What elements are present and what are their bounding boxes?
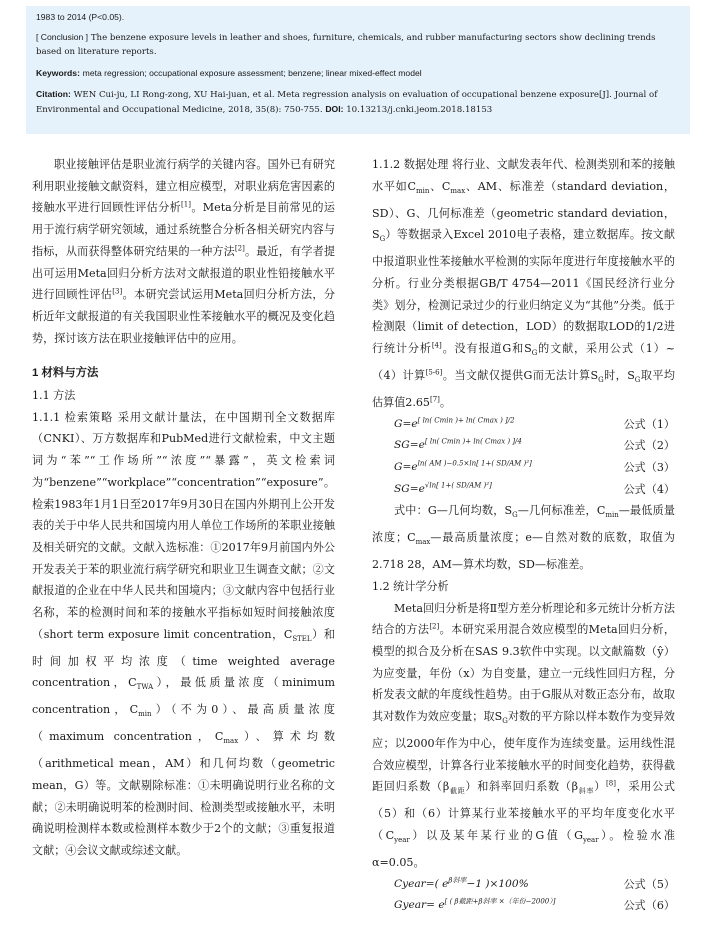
formula-3 xyxy=(372,457,675,479)
citation-label: Citation: xyxy=(36,88,71,99)
intro-text-b: 。Meta分析是目前常见的运用于流行病学研究领域，通过系统整合分析各相关研究内容与指标，从而获得整体研究结果的一种方法 xyxy=(32,201,335,258)
legend-text-c: —最低质量浓度；C xyxy=(372,504,675,545)
ref-4: [4] xyxy=(431,341,442,350)
statistics-paragraph xyxy=(372,598,675,874)
formula-6-exponent: [ ( β截距+β斜率 ×（年份−2000）] xyxy=(444,897,556,906)
stat-text-b: 。本研究采用混合效应模型的Meta回归分析，模型的拟合及分析在SAS 9.3软件中实现。以文献篇数（ŷ）为应变量，年份（x）为自变量，建立一元线性回归方程，分析发表文献的年度线性趋势。由于G服从对数正态分布，故取其对数作为效应变量；取S xyxy=(372,623,675,724)
data-processing-paragraph xyxy=(372,154,675,414)
formula-1-expr xyxy=(394,414,515,436)
formula-5-tail: −1 )×100% xyxy=(466,877,529,890)
dp-sub-max: max xyxy=(450,186,466,195)
keywords-label: Keywords: xyxy=(36,67,80,78)
formula-4 xyxy=(372,479,675,501)
search-text-a: 采用文献计量法，在中国期刊全文数据库（CNKI）、万方数据库和PubMed进行文献检索，中文主题词为“苯”“工作场所”“浓度”“暴露”，英文检索词为“benzene”“workplace”“concentration”“exposure”。检索1983年1月1日至2017年9月30日在国内外期刊上公开发表的关于中华人民共和国境内用人单位工作场所的苯职业接触及相关研究的文献。文献入选标准：①2017年9月前国内外公开发表关于苯的职业流行病学研究和职业卫生调查文献；②文献报道的企业在中华人民共和国境内；③文献内容中包括行业名称，苯的检测时间和苯的接触水平指标如短时间接触浓度（short term exposure limit concentration，C xyxy=(32,410,335,641)
doi-label: DOI: xyxy=(325,104,344,115)
search-text-c: ），最低质量浓度（minimum concentration，C xyxy=(32,676,335,717)
legend-text-d: —最高质量浓度；e—自然对数的底数，取值为2.718 28，AM—算术均数，SD—标准差。 xyxy=(372,531,675,572)
stat-sub-intercept: 截距 xyxy=(449,787,466,796)
ref-5-6: [5-6] xyxy=(425,368,443,377)
ref-3: [3] xyxy=(112,287,123,296)
ref-7: [7] xyxy=(429,395,440,404)
intro-paragraph xyxy=(32,154,335,349)
formula-2-base: SG=e xyxy=(394,439,425,452)
search-strategy-paragraph xyxy=(32,407,335,862)
formula-6-base: Gyear= e xyxy=(394,899,445,912)
formula-5-exponent: β斜率 xyxy=(448,876,467,885)
search-text-d: ）（不为0）、最高质量浓度（maximum concentration，C xyxy=(32,703,335,744)
dp-text-h: 时，S xyxy=(603,368,635,382)
formula-6 xyxy=(372,895,675,917)
formula-4-expr xyxy=(394,479,492,501)
conclusion-text: The benzene exposure levels in leather and shoes, furniture, chemicals, and rubber manufacturing sectors show declining trends based on literature reports. xyxy=(36,33,656,58)
ref-2b: [2] xyxy=(429,622,440,631)
dp-text-d: ）等数据录入Excel 2010电子表格，建立数据库。按文献中报道职业性苯接触水平检测的实际年度进行年度接触水平的分析。行业分类根据GB/T 4754—2011《国民经济行业分类》划分，检测记录过少的行业归纳定义为“其他”分类。低于检测限（limit of detection，LOD）的数据取LOD的1/2进行统计分析 xyxy=(372,228,675,356)
doi-text: 10.13213/j.cnki.jeom.2018.18153 xyxy=(346,105,493,116)
stat-sub-year2: year xyxy=(582,836,599,845)
citation-text: WEN Cui-ju, LI Rong-zong, XU Hai-juan, et al. Meta regression analysis on evaluation of occupational benzene exposure[J]. Journal of Environmental and Occupational Medicine, 2018, 35(8): 750-755. xyxy=(36,89,658,116)
abstract-keywords xyxy=(36,66,676,81)
formula-3-label: 公式（3） xyxy=(623,460,675,474)
formula-6-expr xyxy=(394,895,556,917)
stat-text-f: ，采用公式（5）和（6）计算某行业苯接触水平的平均年度变化水平（C xyxy=(372,780,675,843)
formula-1-base: G=e xyxy=(394,417,418,430)
formula-1 xyxy=(372,414,675,436)
left-column xyxy=(32,154,335,862)
legend-sub-min: min xyxy=(605,511,619,520)
dp-sub-g: G xyxy=(379,235,386,244)
abstract-conclusion xyxy=(36,30,676,59)
formula-2-expr xyxy=(394,435,522,457)
sub-twa: TWA xyxy=(136,683,154,692)
dp-sub-min: min xyxy=(415,186,430,195)
subsection-heading-1-1-2: 1.1.2 数据处理 xyxy=(372,158,449,171)
stat-sub-g: G xyxy=(502,717,508,726)
stat-text-e: ） xyxy=(594,780,607,794)
abstract-box xyxy=(26,6,690,134)
formula-6-label: 公式（6） xyxy=(623,899,675,913)
dp-text-a: 将行业、文献发表年代、检测类别和苯的接触水平如C xyxy=(372,158,675,193)
dp-sub-g2: G xyxy=(531,349,538,358)
formula-4-exponent: √ln[ 1+( SD/AM )²] xyxy=(424,481,492,490)
formula-3-exponent: ln( AM )−0.5×ln[ 1+( SD/AM )²] xyxy=(417,459,532,468)
dp-text-f: 的文献，采用公式（1）~（4）计算 xyxy=(372,342,675,382)
intro-text-a: 职业接触评估是职业流行病学的关键内容。国外已有研究利用职业接触文献资料，建立相应模型，对职业病危害因素的接触水平进行回顾性评估分析 xyxy=(32,158,335,215)
legend-text-b: —几何标准差，C xyxy=(517,504,606,518)
formula-3-base: G=e xyxy=(394,460,418,473)
sub-max: max xyxy=(223,737,239,746)
stat-text-c: 对数的平方除以样本数作为变异效应；以2000年作为中心，使年度作为连续变量。运用线性混合效应模型，计算各行业苯接触水平的时间变化趋势，获得截距回归系数（β xyxy=(372,710,675,794)
section-heading-1-2: 1.2 统计学分析 xyxy=(372,579,449,593)
dp-text-g: 。当文献仅提供G而无法计算S xyxy=(442,368,599,382)
ref-8: [8] xyxy=(606,779,616,788)
formula-1-exponent: [ ln( Cmin )+ ln( Cmax ) ]/2 xyxy=(417,416,515,425)
formula-2 xyxy=(372,435,675,457)
stat-sub-slope: 斜率 xyxy=(578,787,595,796)
formula-5-label: 公式（5） xyxy=(623,877,675,891)
stat-text-g: ）以及某年某行业的G值（G xyxy=(409,829,583,843)
abstract-citation xyxy=(36,87,676,117)
legend-sub-max: max xyxy=(415,538,431,547)
dp-text-b: 、C xyxy=(429,179,451,193)
dp-text-e: 。没有报道G和S xyxy=(441,342,532,356)
formula-5-expr xyxy=(394,874,529,896)
formula-legend xyxy=(372,500,675,576)
dp-text-j: 。 xyxy=(439,395,452,409)
stat-text-h: ）。检验水准α=0.05。 xyxy=(372,829,675,869)
stat-text-d: ）和斜率回归系数（β xyxy=(465,780,579,794)
formula-5-base: Cyear=( e xyxy=(394,877,449,890)
formula-5 xyxy=(372,874,675,896)
stat-text-a: Meta回归分析是将Ⅱ型方差分析理论和多元统计分析方法结合的方法 xyxy=(372,601,675,637)
intro-text-c: 。最近，有学者提出可运用Meta回归分析方法对文献报道的职业性铅接触水平进行回顾性评估 xyxy=(32,244,335,302)
subsection-heading-1-1-1: 1.1.1 检索策略 xyxy=(32,410,114,424)
ref-1: [1] xyxy=(181,200,191,209)
keywords-text: meta regression; occupational exposure assessment; benzene; linear mixed-effect model xyxy=(82,67,422,78)
formula-1-label: 公式（1） xyxy=(623,417,675,431)
dp-text-i: 取平均估算值2.65 xyxy=(372,368,675,409)
formula-2-exponent: [ ln( Cmin )+ ln( Cmax ) ]/4 xyxy=(424,437,522,446)
dp-sub-g3: G xyxy=(598,376,604,385)
right-column xyxy=(372,154,675,917)
dp-sub-g4: G xyxy=(634,376,641,385)
formula-3-expr xyxy=(394,457,532,479)
legend-sub-g: G xyxy=(512,511,518,520)
conclusion-label: [ Conclusion ] xyxy=(36,32,89,43)
abstract-result-tail: 1983 to 2014 (P<0.05). xyxy=(36,12,125,22)
stat-sub-year: year xyxy=(394,836,410,845)
formula-4-base: SG=e xyxy=(394,482,425,495)
section-heading-1-1: 1.1 方法 xyxy=(32,389,76,403)
search-text-e: ）、算术均数（arithmetical mean，AM）和几何均数（geometric mean，G）等。文献剔除标准：①未明确说明行业名称的文献；②未明确说明苯的检测时间、检测类型或接触水平，未明确说明检测样本数或检测样本数少于2个的文献；③重复报道文献；④会议文献或综述文献。 xyxy=(32,730,336,857)
search-text-b: ）和时间加权平均浓度（time weighted average concentration，C xyxy=(32,627,335,690)
legend-text-a: 式中：G—几何均数，S xyxy=(394,504,513,518)
formula-4-label: 公式（4） xyxy=(623,482,675,496)
ref-2: [2] xyxy=(234,244,245,253)
section-heading-1: 1 材料与方法 xyxy=(32,367,99,380)
sub-min: min xyxy=(138,710,152,719)
dp-text-c: 、AM、标准差（standard deviation，SD）、G、几何标准差（geometric standard deviation，S xyxy=(372,179,675,242)
intro-text-d: 。本研究尝试运用Meta回归分析方法，分析近年文献报道的有关我国职业性苯接触水平的概况及变化趋势，探讨该方法在职业接触评估中的应用。 xyxy=(32,288,335,345)
formula-2-label: 公式（2） xyxy=(623,439,675,453)
sub-stel: STEL xyxy=(292,634,312,643)
